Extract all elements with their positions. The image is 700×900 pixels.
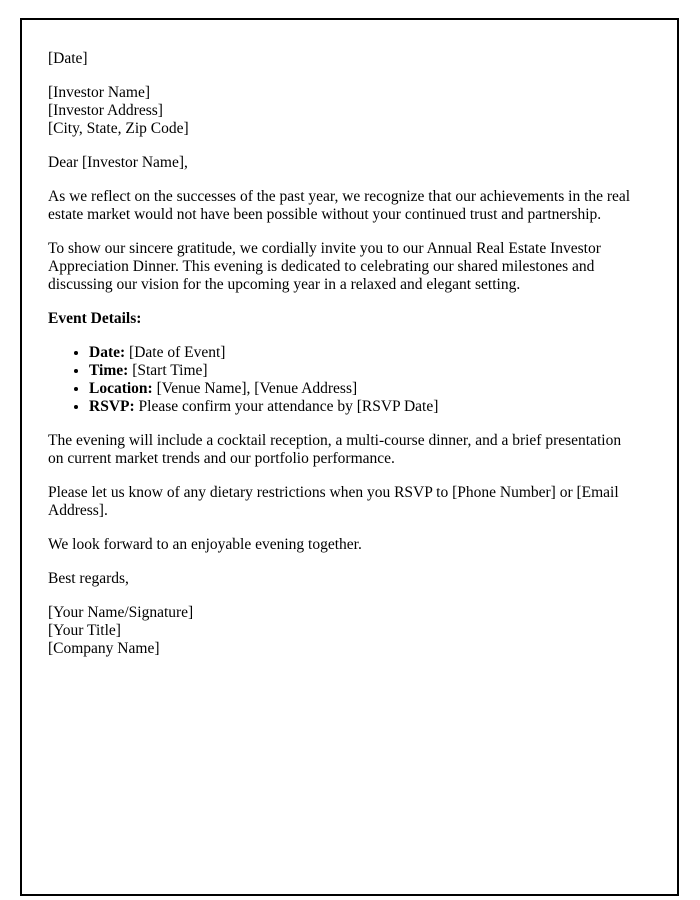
salutation: Dear [Investor Name], — [48, 154, 188, 171]
recipient-block — [48, 84, 640, 138]
date-line: [Date] — [48, 50, 88, 67]
letter-body — [48, 50, 640, 674]
paragraph-look-forward: We look forward to an enjoyable evening together. — [48, 536, 362, 553]
event-details-list — [48, 344, 640, 416]
recipient-address-line: [Investor Address] — [48, 102, 163, 119]
detail-item-location — [89, 380, 640, 398]
detail-item-date — [89, 344, 640, 362]
detail-location-value: [Venue Name], [Venue Address] — [152, 380, 358, 397]
paragraph-gratitude: As we reflect on the successes of the past year, we recognize that our achievements in the real estate market would not have been possible without your continued trust and partnership. — [48, 188, 631, 223]
detail-date-label: Date: — [89, 344, 126, 361]
signature-name-line: [Your Name/Signature] — [48, 604, 194, 621]
paragraph-dietary: Please let us know of any dietary restrictions when you RSVP to [Phone Number] or [Email Address]. — [48, 484, 619, 519]
signature-block — [48, 604, 640, 658]
detail-item-rsvp — [89, 398, 640, 416]
recipient-city-line: [City, State, Zip Code] — [48, 120, 189, 137]
paragraph-invitation: To show our sincere gratitude, we cordially invite you to our Annual Real Estate Investor Appreciation Dinner. This evening is dedicated to celebrating our shared milestones and discussing our vision for the upcoming year in a relaxed and elegant setting. — [48, 240, 601, 293]
detail-item-time — [89, 362, 640, 380]
paragraph-evening-program: The evening will include a cocktail reception, a multi-course dinner, and a brief presentation on current market trends and our portfolio performance. — [48, 432, 622, 467]
detail-time-label: Time: — [89, 362, 129, 379]
detail-rsvp-value: Please confirm your attendance by [RSVP Date] — [134, 398, 439, 415]
recipient-name-line: [Investor Name] — [48, 84, 150, 101]
detail-date-value: [Date of Event] — [125, 344, 226, 361]
signature-company-line: [Company Name] — [48, 640, 160, 657]
detail-location-label: Location: — [89, 380, 153, 397]
closing: Best regards, — [48, 570, 129, 587]
detail-rsvp-label: RSVP: — [89, 398, 135, 415]
signature-title-line: [Your Title] — [48, 622, 121, 639]
detail-time-value: [Start Time] — [128, 362, 208, 379]
event-details-heading: Event Details: — [48, 310, 142, 327]
